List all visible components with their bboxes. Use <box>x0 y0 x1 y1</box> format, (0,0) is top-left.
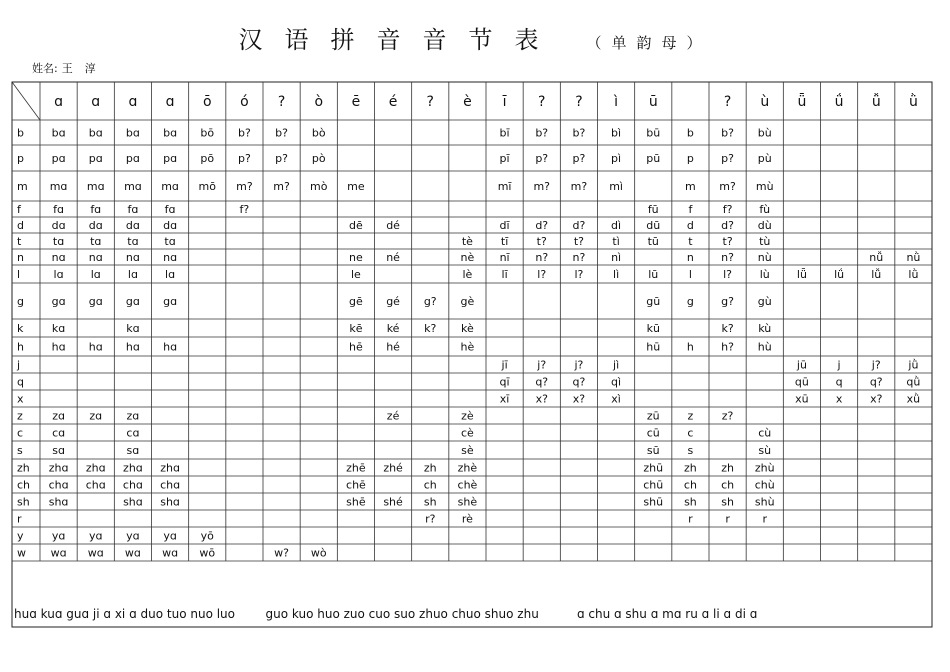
syllable-cell: kù <box>758 322 772 335</box>
syllable-cell: zhù <box>754 461 775 475</box>
syllable-cell: hù <box>757 340 772 354</box>
syllable-cell: cū <box>646 426 660 440</box>
syllable-cell: mɑ <box>49 180 68 193</box>
syllable-cell: mì <box>609 180 623 193</box>
syllable-cell: n <box>686 251 694 264</box>
header-cell: ù <box>760 94 770 110</box>
syllable-cell: dé <box>386 219 400 232</box>
syllable-cell: l? <box>537 268 547 281</box>
syllable-cell: r <box>688 512 693 526</box>
syllable-cell: bō <box>200 126 215 140</box>
syllable-cell: fɑ <box>90 203 102 216</box>
syllable-cell: j? <box>537 358 547 372</box>
syllable-cell: jǜ <box>908 358 919 372</box>
syllable-cell: nè <box>460 251 475 264</box>
syllable-cell: qì <box>611 375 622 389</box>
header-cell: ? <box>575 94 583 110</box>
syllable-cell: dɑ <box>88 219 103 232</box>
initial-cell: m <box>17 180 28 193</box>
initial-cell: b <box>17 126 24 140</box>
syllable-cell: r <box>725 512 730 526</box>
header-cell: è <box>463 94 472 110</box>
syllable-cell: hɑ <box>88 340 103 354</box>
syllable-cell: r <box>762 512 768 526</box>
syllable-cell: k? <box>721 322 734 335</box>
syllable-cell: yɑ <box>51 529 66 543</box>
syllable-cell: bù <box>757 126 772 140</box>
syllable-cell: yɑ <box>126 529 140 543</box>
syllable-cell: b <box>686 126 694 140</box>
syllable-cell: bū <box>646 126 661 140</box>
syllable-cell: m? <box>236 180 253 193</box>
header-cell: ǖ <box>797 94 807 110</box>
syllable-cell: p? <box>535 152 549 165</box>
syllable-cell: bò <box>311 126 326 140</box>
syllable-cell: bɑ <box>88 126 103 140</box>
syllable-cell: fɑ <box>127 203 139 216</box>
syllable-cell: pū <box>646 152 661 165</box>
syllable-cell: x? <box>870 392 883 406</box>
syllable-cell: t <box>688 235 693 248</box>
header-cell: ? <box>538 94 546 110</box>
syllable-cell: n? <box>721 251 734 264</box>
syllable-cell: d? <box>721 219 734 232</box>
syllable-cell: pō <box>200 152 215 165</box>
syllable-cell: me <box>347 180 365 193</box>
syllable-cell: tì <box>612 235 620 248</box>
initial-cell: y <box>17 529 24 543</box>
syllable-cell: d <box>686 219 694 232</box>
syllable-cell: sh <box>721 495 734 509</box>
syllable-cell: n? <box>572 251 586 264</box>
syllable-cell: zhɑ <box>85 461 106 475</box>
syllable-cell: lɑ <box>90 268 101 281</box>
syllable-cell: cè <box>461 426 474 440</box>
syllable-cell: q? <box>869 375 883 389</box>
initial-cell: r <box>17 512 22 526</box>
syllable-cell: f? <box>722 203 733 216</box>
syllable-cell: tù <box>759 235 771 248</box>
syllable-cell: q <box>835 375 843 389</box>
syllable-cell: kū <box>646 322 660 335</box>
syllable-cell: zɑ <box>52 409 65 423</box>
title-sub: （单韵母） <box>586 34 712 52</box>
syllable-cell: sū <box>646 444 660 457</box>
syllable-cell: hé <box>386 340 400 354</box>
syllable-cell: n? <box>535 251 549 264</box>
syllable-cell: pɑ <box>51 152 66 165</box>
header-cell: ? <box>426 94 434 110</box>
syllable-cell: g? <box>423 295 437 308</box>
syllable-cell: jì <box>613 358 620 372</box>
syllable-cell: sh <box>684 495 697 509</box>
syllable-cell: pɑ <box>163 152 178 165</box>
syllable-cell: mò <box>310 180 328 193</box>
syllable-cell: nɑ <box>88 251 103 264</box>
syllable-cell: chù <box>754 478 775 492</box>
syllable-cell: bī <box>499 126 510 140</box>
syllable-cell: zhé <box>383 461 403 475</box>
syllable-cell: cɑ <box>126 426 140 440</box>
syllable-cell: ch <box>721 478 735 492</box>
syllable-cell: gè <box>460 295 475 308</box>
syllable-cell: nǚ <box>869 251 884 264</box>
syllable-cell: sè <box>461 444 474 457</box>
syllable-cell: dɑ <box>163 219 178 232</box>
syllable-cell: wɑ <box>50 546 67 560</box>
syllable-cell: shū <box>643 495 664 509</box>
syllable-cell: t? <box>573 235 584 248</box>
syllable-cell: zhɑ <box>160 461 180 475</box>
syllable-cell: hè <box>460 340 475 354</box>
syllable-cell: x <box>835 392 843 406</box>
syllable-cell: gɑ <box>125 295 140 308</box>
syllable-cell: zh <box>684 461 697 475</box>
header-cell: ɑ <box>91 94 101 110</box>
syllable-cell: tɑ <box>90 235 102 248</box>
syllable-cell: t? <box>536 235 547 248</box>
syllable-cell: hɑ <box>125 340 140 354</box>
syllable-cell: né <box>386 251 400 264</box>
syllable-cell: gɑ <box>88 295 103 308</box>
syllable-cell: wɑ <box>162 546 179 560</box>
syllable-cell: xī <box>499 392 510 406</box>
syllable-cell: lɑ <box>165 268 176 281</box>
syllable-cell: d? <box>572 219 586 232</box>
syllable-cell: yɑ <box>89 529 103 543</box>
syllable-cell: gɑ <box>51 295 66 308</box>
syllable-cell: tɑ <box>52 235 65 248</box>
header-cell: ī <box>502 94 507 110</box>
syllable-cell: bɑ <box>51 126 66 140</box>
syllable-cell: tɑ <box>164 235 176 248</box>
syllable-cell: qǜ <box>906 375 921 389</box>
syllable-cell: f <box>688 203 693 216</box>
syllable-cell: lɑ <box>127 268 138 281</box>
initial-cell: w <box>17 546 26 560</box>
syllable-cell: zh <box>721 461 734 475</box>
corner-diagonal <box>12 82 40 120</box>
syllable-cell: gé <box>386 295 400 308</box>
initial-cell: p <box>17 152 24 165</box>
syllable-cell: m? <box>533 180 551 193</box>
syllable-cell: q? <box>535 375 549 389</box>
syllable-cell: lǘ <box>834 268 845 281</box>
syllable-cell: b? <box>572 126 586 140</box>
syllable-cell: lɑ <box>53 268 64 281</box>
title-main: 汉语拼音音节表 <box>238 26 561 54</box>
initial-cell: l <box>17 268 21 281</box>
table-border <box>12 82 932 627</box>
syllable-cell: sù <box>758 444 772 457</box>
syllable-cell: bɑ <box>125 126 140 140</box>
syllable-cell: ne <box>349 251 363 264</box>
syllable-cell: cɑ <box>52 426 66 440</box>
syllable-cell: le <box>351 268 361 281</box>
syllable-cell: sɑ <box>52 444 65 457</box>
syllable-cell: ch <box>683 478 697 492</box>
syllable-cell: b? <box>275 126 288 140</box>
header-cell: ó <box>240 94 249 110</box>
syllable-cell: shù <box>754 495 775 509</box>
syllable-cell: lǜ <box>908 268 919 281</box>
syllable-cell: pò <box>311 152 326 165</box>
syllable-cell: h? <box>721 340 734 354</box>
initial-cell: sh <box>17 495 30 509</box>
syllable-cell: lī <box>501 268 508 281</box>
syllable-cell: nɑ <box>51 251 66 264</box>
syllable-cell: shɑ <box>160 495 180 509</box>
syllable-cell: zh <box>423 461 437 475</box>
header-cell: ò <box>314 94 324 110</box>
initial-cell: c <box>17 426 24 440</box>
syllable-cell: jū <box>796 358 807 372</box>
syllable-cell: gɑ <box>163 295 178 308</box>
syllable-cell: kɑ <box>51 322 66 335</box>
header-cell: ? <box>277 94 286 110</box>
syllable-cell: zè <box>461 409 474 423</box>
syllable-cell: lǖ <box>796 268 807 281</box>
header-cell: ɑ <box>128 94 138 110</box>
header-cell: ū <box>648 94 658 110</box>
syllable-cell: mō <box>198 180 216 193</box>
syllable-cell: zé <box>386 409 400 423</box>
header-cell: ? <box>723 94 732 110</box>
header-cell: ǘ <box>834 94 844 110</box>
syllable-cell: mī <box>497 180 512 193</box>
syllable-cell: chɑ <box>48 478 69 492</box>
syllable-cell: zhɑ <box>123 461 143 475</box>
syllable-cell: lè <box>462 268 473 281</box>
syllable-cell: h <box>686 340 694 354</box>
syllable-cell: dɑ <box>125 219 140 232</box>
syllable-cell: hē <box>349 340 363 354</box>
initial-cell: n <box>17 251 24 264</box>
syllable-cell: shé <box>383 495 403 509</box>
syllable-cell: gē <box>349 295 363 308</box>
syllable-cell: pɑ <box>88 152 103 165</box>
syllable-cell: wɑ <box>124 546 141 560</box>
syllable-cell: b? <box>238 126 251 140</box>
syllable-cell: fɑ <box>53 203 65 216</box>
syllable-cell: gù <box>757 295 772 308</box>
syllable-cell: lù <box>759 268 770 281</box>
syllable-cell: p? <box>572 152 586 165</box>
syllable-cell: fɑ <box>164 203 176 216</box>
syllable-cell: pɑ <box>125 152 140 165</box>
syllable-cell: r? <box>425 512 436 526</box>
syllable-cell: nǜ <box>906 251 921 264</box>
syllable-cell: j? <box>871 358 881 372</box>
syllable-cell: g <box>686 295 694 308</box>
syllable-cell: tɑ <box>127 235 139 248</box>
student-name: 王淳 <box>61 62 108 75</box>
initial-cell: x <box>17 392 24 406</box>
syllable-cell: chē <box>346 478 366 492</box>
syllable-cell: zɑ <box>89 409 103 423</box>
syllable-cell: zhè <box>457 461 478 475</box>
syllable-cell: chè <box>457 478 478 492</box>
syllable-cell: xì <box>611 392 621 406</box>
syllable-cell: sɑ <box>126 444 140 457</box>
syllable-cell: mɑ <box>124 180 142 193</box>
syllable-cell: zhū <box>643 461 664 475</box>
syllable-cell: c <box>687 426 694 440</box>
syllable-cell: m? <box>719 180 736 193</box>
syllable-cell: rè <box>461 512 473 526</box>
syllable-cell: x? <box>572 392 586 406</box>
syllable-cell: kè <box>461 322 474 335</box>
syllable-cell: lū <box>648 268 659 281</box>
initial-cell: j <box>17 358 21 372</box>
syllable-cell: hū <box>646 340 661 354</box>
syllable-cell: fù <box>759 203 771 216</box>
syllable-cell: s <box>687 444 694 457</box>
syllable-cell: dì <box>611 219 622 232</box>
syllable-cell: k? <box>424 322 437 335</box>
syllable-cell: lì <box>613 268 620 281</box>
syllable-cell: mù <box>755 180 774 193</box>
syllable-cell: j <box>837 358 841 372</box>
syllable-cell: hɑ <box>51 340 66 354</box>
syllable-cell: shɑ <box>48 495 69 509</box>
syllable-cell: lǚ <box>871 268 882 281</box>
initial-cell: g <box>17 295 24 308</box>
syllable-cell: l? <box>574 268 584 281</box>
initial-cell: d <box>17 219 24 232</box>
syllable-cell: l <box>688 268 692 281</box>
syllable-cell: t? <box>722 235 733 248</box>
syllable-cell: jī <box>501 358 508 372</box>
syllable-cell: bì <box>611 126 622 140</box>
syllable-cell: z? <box>721 409 734 423</box>
syllable-cell: ch <box>423 478 437 492</box>
syllable-cell: tū <box>647 235 659 248</box>
syllable-cell: nī <box>499 251 510 264</box>
syllable-cell: pī <box>499 152 510 165</box>
syllable-cell: l? <box>723 268 733 281</box>
header-cell: ì <box>614 94 619 110</box>
syllable-cell: yɑ <box>163 529 177 543</box>
header-cell: é <box>388 94 398 110</box>
syllable-cell: mɑ <box>161 180 179 193</box>
syllable-cell: pù <box>757 152 772 165</box>
syllable-cell: qī <box>499 375 510 389</box>
syllable-cell: dū <box>646 219 661 232</box>
syllable-cell: q? <box>572 375 586 389</box>
syllable-cell: ké <box>386 322 400 335</box>
initial-cell: q <box>17 375 24 389</box>
syllable-cell: b? <box>535 126 549 140</box>
syllable-cell: kē <box>349 322 363 335</box>
header-cell: ō <box>202 94 212 110</box>
syllable-cell: zhɑ <box>48 461 69 475</box>
initial-cell: zh <box>17 461 30 475</box>
syllable-cell: wō <box>199 546 216 560</box>
header-cell: ē <box>351 94 361 110</box>
syllable-cell: zɑ <box>126 409 140 423</box>
syllable-cell: zū <box>646 409 660 423</box>
syllable-cell: bɑ <box>163 126 178 140</box>
syllable-cell: m? <box>273 180 290 193</box>
syllable-cell: wɑ <box>87 546 104 560</box>
initial-cell: s <box>17 444 23 457</box>
syllable-cell: nì <box>611 251 622 264</box>
syllable-cell: w? <box>274 546 290 560</box>
syllable-cell: sh <box>423 495 437 509</box>
initial-cell: t <box>17 235 22 248</box>
syllable-cell: kɑ <box>126 322 140 335</box>
syllable-cell: tī <box>500 235 509 248</box>
name-label: 姓名: <box>32 62 58 75</box>
initial-cell: f <box>17 203 21 216</box>
syllable-cell: g? <box>721 295 734 308</box>
initial-cell: h <box>17 340 24 354</box>
syllable-cell: xū <box>795 392 809 406</box>
syllable-cell: nɑ <box>163 251 178 264</box>
syllable-cell: d? <box>535 219 549 232</box>
syllable-cell: xǜ <box>906 392 921 406</box>
syllable-cell: chɑ <box>85 478 106 492</box>
syllable-cell: p? <box>238 152 251 165</box>
syllable-cell: j? <box>574 358 584 372</box>
syllable-cell: shè <box>457 495 478 509</box>
syllable-cell: shɑ <box>123 495 143 509</box>
syllable-cell: dù <box>757 219 772 232</box>
syllable-cell: x? <box>535 392 548 406</box>
header-cell: ɑ <box>165 94 175 110</box>
syllable-cell: yō <box>200 529 214 543</box>
syllable-cell: chɑ <box>160 478 181 492</box>
syllable-cell: p? <box>275 152 288 165</box>
initial-cell: k <box>17 322 24 335</box>
syllable-cell: chū <box>643 478 664 492</box>
syllable-cell: tè <box>461 235 473 248</box>
syllable-cell: fū <box>647 203 659 216</box>
syllable-cell: nɑ <box>125 251 140 264</box>
syllable-cell: hɑ <box>163 340 178 354</box>
syllable-cell: pì <box>611 152 622 165</box>
header-cell: ǜ <box>908 94 918 110</box>
syllable-cell: qū <box>794 375 809 389</box>
initial-cell: z <box>17 409 23 423</box>
syllable-cell: m? <box>570 180 588 193</box>
initial-cell: ch <box>17 478 31 492</box>
syllable-cell: mɑ <box>86 180 105 193</box>
syllable-cell: m <box>685 180 696 193</box>
syllable-cell: p? <box>721 152 734 165</box>
syllable-cell: nù <box>757 251 772 264</box>
syllable-cell: dē <box>349 219 363 232</box>
header-cell: ɑ <box>54 94 64 110</box>
syllable-cell: f? <box>239 203 250 216</box>
syllable-cell: wò <box>310 546 327 560</box>
syllable-cell: dɑ <box>51 219 66 232</box>
syllable-cell: gū <box>646 295 661 308</box>
syllable-cell: zhē <box>346 461 366 475</box>
syllable-cell: z <box>687 409 694 423</box>
syllable-cell: b? <box>721 126 734 140</box>
footer-text-line: huɑ kuɑ guɑ ji ɑ xi ɑ duo tuo nuo luo guo kuo huo zuo cuo suo zhuo chuo shuo zhu ɑ chu ɑ shu ɑ mɑ ru ɑ li ɑ di ɑ <box>14 607 758 621</box>
syllable-cell: dī <box>499 219 510 232</box>
header-cell: ǚ <box>871 94 881 110</box>
syllable-cell: shē <box>346 495 366 509</box>
syllable-cell: cù <box>758 426 772 440</box>
syllable-cell: chɑ <box>122 478 143 492</box>
syllable-cell: p <box>686 152 694 165</box>
